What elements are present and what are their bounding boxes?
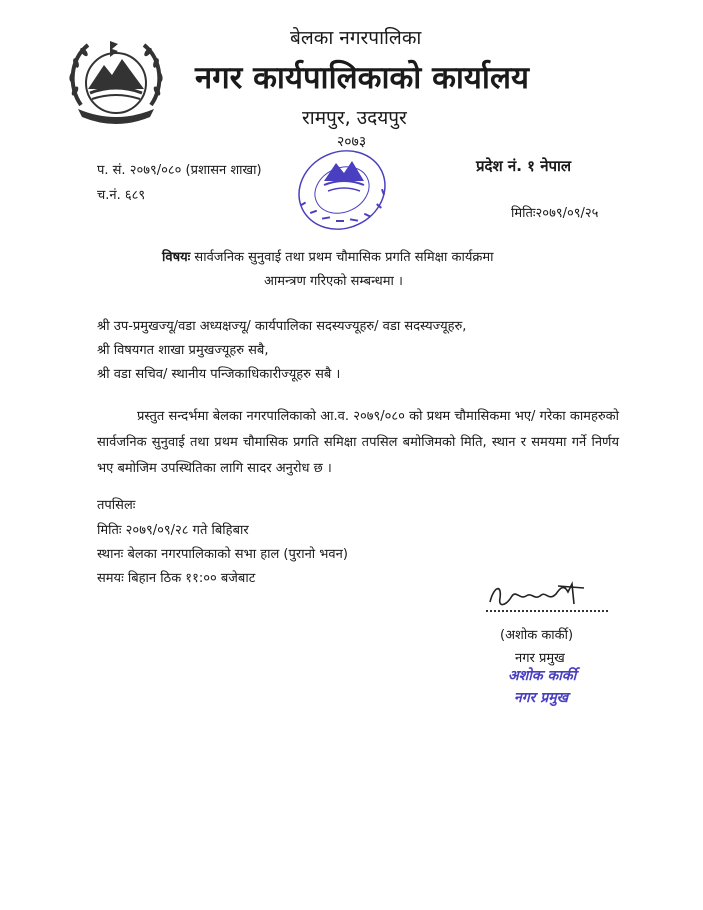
addressee-line: श्री उप-प्रमुखज्यू/वडा अध्यक्षज्यू/ कार्यपालिका सदस्यज्यूहरु/ वडा सदस्यज्यूहरु,	[97, 319, 467, 334]
dispatch-number: च.नं. ६८९	[97, 188, 146, 203]
letter-body: प्रस्तुत सन्दर्भमा बेलका नगरपालिकाको आ.व. २०७९/०८० को प्रथम चौमासिकमा भए/ गरेका कामहरुको सार्वजनिक सुनुवाई तथा प्रथम चौमासिक प्रगति समिक्षा तपसिल बमोजिमको मिति, स्थान र समयमा गर्ने निर्णय भए बमोजिम उपस्थितिका लागि सादर अनुरोध छ ।	[97, 409, 619, 476]
details-heading: तपसिलः	[97, 498, 136, 513]
office-seal	[290, 143, 395, 238]
office-title: नगर कार्यपालिकाको कार्यालय	[195, 60, 529, 96]
signatory-title: नगर प्रमुख	[515, 651, 565, 666]
province-label: प्रदेश नं. १ नेपाल	[476, 157, 572, 175]
municipality-name: बेलका नगरपालिका	[290, 27, 422, 49]
subject-label: विषयः	[162, 250, 191, 265]
name-stamp: अशोक कार्की	[508, 668, 577, 684]
letter-reference-number: प. सं. २०७९/०८० (प्रशासन शाखा)	[97, 163, 262, 178]
event-time: समयः बिहान ठिक ११:०० बजेबाट	[97, 571, 256, 586]
signatory-name: (अशोक कार्की)	[500, 628, 574, 643]
municipality-emblem	[66, 35, 166, 127]
letter-date: मितिः२०७९/०९/२५	[511, 206, 599, 221]
event-date: मितिः २०७९/०९/२८ गते बिहिबार	[97, 523, 249, 538]
subject-line	[162, 247, 494, 265]
established-year: २०७३	[337, 134, 367, 150]
handwritten-signature	[484, 578, 594, 614]
signature-line	[486, 610, 608, 612]
subject-continuation: आमन्त्रण गरिएको सम्बन्धमा ।	[264, 274, 403, 289]
title-stamp: नगर प्रमुख	[514, 690, 569, 706]
office-address: रामपुर, उदयपुर	[302, 107, 407, 129]
addressee-line: श्री वडा सचिव/ स्थानीय पन्जिकाधिकारीज्यूहरु सबै ।	[97, 367, 341, 382]
event-venue: स्थानः बेलका नगरपालिकाको सभा हाल (पुरानो भवन)	[97, 547, 348, 562]
addressee-line: श्री विषयगत शाखा प्रमुखज्यूहरु सबै,	[97, 343, 269, 358]
subject-text: सार्वजनिक सुनुवाई तथा प्रथम चौमासिक प्रगति समिक्षा कार्यक्रमा	[194, 250, 494, 265]
